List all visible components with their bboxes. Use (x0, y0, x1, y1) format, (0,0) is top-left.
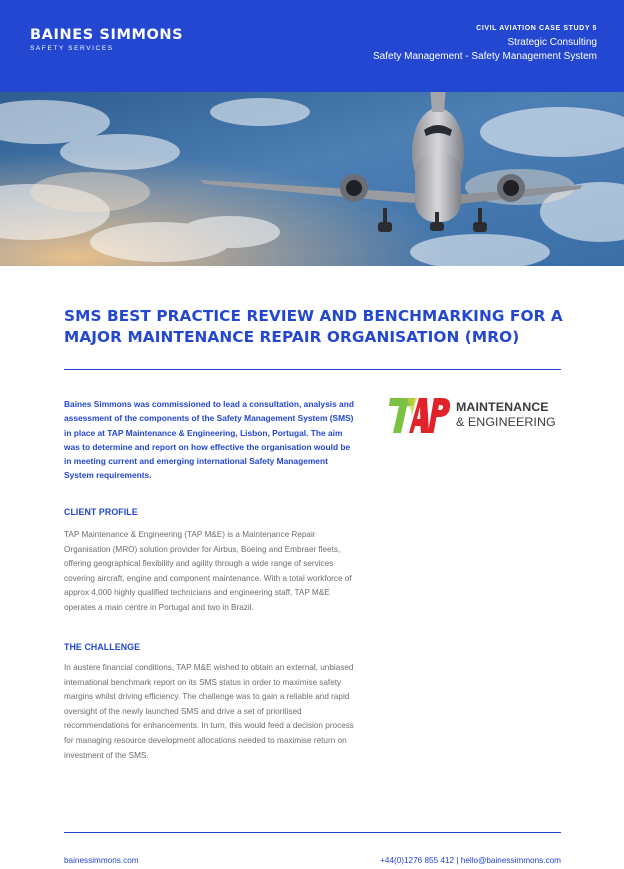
service-line: Strategic Consulting (507, 37, 597, 48)
challenge-heading: THE CHALLENGE (64, 642, 141, 652)
hero-airplane-image (0, 92, 624, 266)
case-study-label: CIVIL AVIATION CASE STUDY 5 (476, 25, 597, 32)
page-title: SMS BEST PRACTICE REVIEW AND BENCHMARKING FOR A MAJOR MAINTENANCE REPAIR ORGANISATION (MRO) (64, 307, 563, 346)
header-meta (373, 25, 597, 64)
brand-logo (30, 27, 183, 52)
tap-logo-text (456, 400, 556, 430)
logo-line-maintenance: MAINTENANCE (456, 400, 549, 414)
tap-logo-mark (389, 395, 451, 437)
client-profile-heading: CLIENT PROFILE (64, 507, 138, 517)
logo-line-engineering: & ENGINEERING (456, 415, 556, 429)
divider-bottom (64, 832, 561, 833)
airplane-sky-illustration (0, 92, 624, 266)
brand-subtitle: SAFETY SERVICES (30, 45, 114, 52)
challenge-text: In austere financial conditions, TAP M&E wished to obtain an external, unbiased international benchmark report on its SMS status in order to maximise safety margins whilst driving efficiency. The challenge was to gain a reliable and rapid oversight of the newly launched SMS and drive a set of prioritised recommendations for enhancements. In turn, this would feed a decision process for managing resource development allocations needed to maximise return on investment of the SMS. (64, 663, 354, 760)
intro-paragraph: Baines Simmons was commissioned to lead a consultation, analysis and assessment of the components of the Safety Management System (SMS) in place at TAP Maintenance & Engineering, Lisbon, Portugal. The aim was to determine and report on how effective the organisation would be in meeting current and emerging international Safety Management System requirements. (64, 399, 354, 481)
brand-name: BAINES SIMMONS (30, 27, 184, 43)
tap-maintenance-engineering-logo (389, 395, 564, 437)
website-link[interactable]: bainessimmons.com (64, 856, 139, 865)
service-detail: Safety Management - Safety Management System (373, 51, 597, 62)
contact-info[interactable]: +44(0)1276 855 412 | hello@bainessimmons.com (380, 856, 561, 865)
page-header (0, 0, 624, 92)
client-profile-text: TAP Maintenance & Engineering (TAP M&E) is a Maintenance Repair Organisation (MRO) solution provider for Airbus, Boeing and Embraer fleets, offering geographical flexibility and agility through a wide range of services covering aircraft, engine and component maintenance. With a total workforce of approx 4,000 highly qualified technicians and engineering staff, TAP M&E operates a main centre in Portugal and two in Brazil. (64, 530, 352, 612)
divider-top (64, 369, 561, 370)
